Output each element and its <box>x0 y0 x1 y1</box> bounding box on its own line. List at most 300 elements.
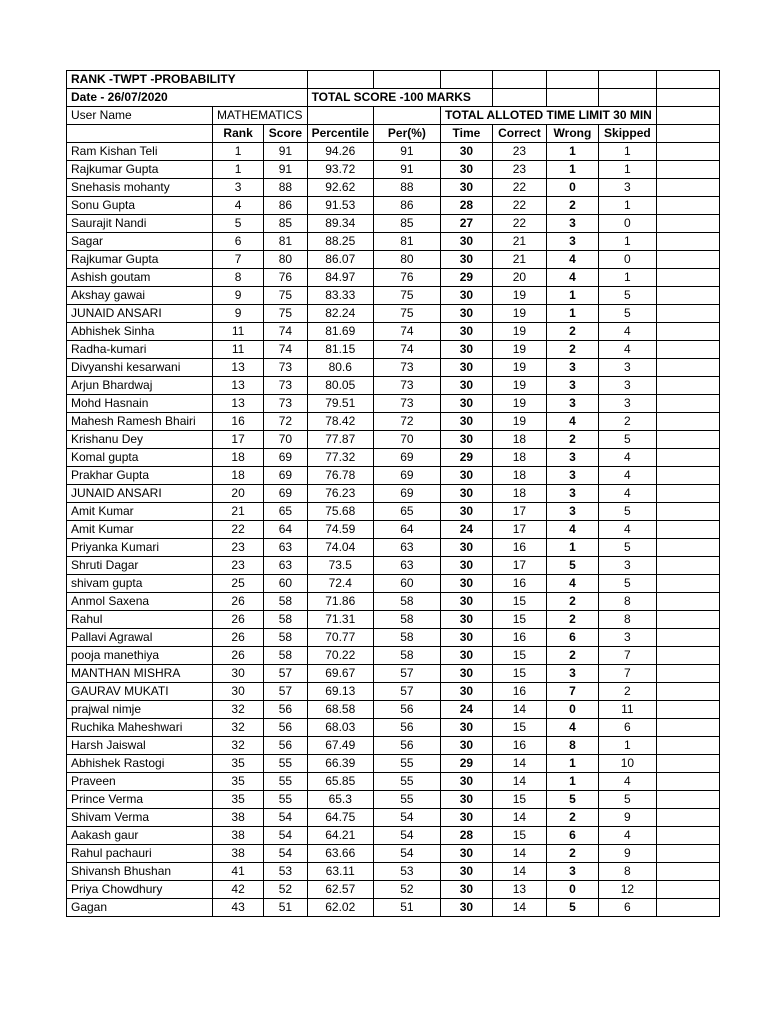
table-row <box>67 827 720 845</box>
table-row <box>67 485 720 503</box>
percentile-cell: 86.07 <box>307 251 373 269</box>
score-cell: 80 <box>264 251 307 269</box>
user-name-cell: Shivansh Bhushan <box>67 863 213 881</box>
subject-label: MATHEMATICS <box>213 107 308 125</box>
rank-cell: 30 <box>213 665 264 683</box>
rank-cell: 32 <box>213 701 264 719</box>
time-cell: 30 <box>440 395 492 413</box>
date-label: Date - 26/07/2020 <box>67 89 308 107</box>
wrong-cell: 6 <box>546 827 598 845</box>
rank-cell: 20 <box>213 485 264 503</box>
wrong-cell: 4 <box>546 251 598 269</box>
score-cell: 56 <box>264 719 307 737</box>
table-row <box>67 197 720 215</box>
empty-cell <box>656 683 719 701</box>
correct-cell: 13 <box>492 881 546 899</box>
user-name-cell: Rahul pachauri <box>67 845 213 863</box>
user-name-cell: GAURAV MUKATI <box>67 683 213 701</box>
percentile-cell: 83.33 <box>307 287 373 305</box>
skipped-cell: 7 <box>598 647 656 665</box>
time-cell: 30 <box>440 377 492 395</box>
empty-cell <box>656 485 719 503</box>
skipped-cell: 4 <box>598 449 656 467</box>
empty-cell <box>656 215 719 233</box>
empty-cell <box>656 359 719 377</box>
per-cell: 72 <box>373 413 440 431</box>
correct-cell: 21 <box>492 233 546 251</box>
table-row <box>67 683 720 701</box>
correct-cell: 17 <box>492 503 546 521</box>
rank-cell: 1 <box>213 143 264 161</box>
user-name-cell: Aakash gaur <box>67 827 213 845</box>
empty-cell <box>656 719 719 737</box>
time-cell: 24 <box>440 701 492 719</box>
empty-cell <box>656 323 719 341</box>
wrong-cell: 0 <box>546 701 598 719</box>
time-limit-label: TOTAL ALLOTED TIME LIMIT 30 MIN <box>440 107 656 125</box>
table-row <box>67 899 720 917</box>
percentile-cell: 75.68 <box>307 503 373 521</box>
rank-cell: 38 <box>213 827 264 845</box>
user-name-cell: Akshay gawai <box>67 287 213 305</box>
skipped-cell: 4 <box>598 521 656 539</box>
score-cell: 65 <box>264 503 307 521</box>
correct-cell: 14 <box>492 863 546 881</box>
empty-cell <box>656 647 719 665</box>
correct-cell: 17 <box>492 521 546 539</box>
empty-cell <box>656 575 719 593</box>
wrong-cell: 2 <box>546 593 598 611</box>
percentile-cell: 81.69 <box>307 323 373 341</box>
percentile-cell: 77.32 <box>307 449 373 467</box>
correct-cell: 19 <box>492 287 546 305</box>
user-name-cell: Priya Chowdhury <box>67 881 213 899</box>
percentile-cell: 76.78 <box>307 467 373 485</box>
empty-cell <box>656 773 719 791</box>
wrong-cell: 4 <box>546 413 598 431</box>
score-cell: 75 <box>264 305 307 323</box>
skipped-cell: 1 <box>598 143 656 161</box>
time-cell: 30 <box>440 323 492 341</box>
table-row <box>67 359 720 377</box>
table-row <box>67 323 720 341</box>
wrong-cell: 1 <box>546 305 598 323</box>
per-cell: 56 <box>373 719 440 737</box>
percentile-cell: 65.3 <box>307 791 373 809</box>
skipped-cell: 5 <box>598 575 656 593</box>
skipped-cell: 3 <box>598 629 656 647</box>
empty-cell <box>656 251 719 269</box>
wrong-cell: 4 <box>546 521 598 539</box>
table-row <box>67 755 720 773</box>
score-cell: 54 <box>264 827 307 845</box>
score-cell: 63 <box>264 557 307 575</box>
skipped-cell: 4 <box>598 323 656 341</box>
skipped-cell: 7 <box>598 665 656 683</box>
percentile-cell: 64.75 <box>307 809 373 827</box>
wrong-cell: 1 <box>546 539 598 557</box>
empty-cell <box>656 611 719 629</box>
per-cell: 54 <box>373 827 440 845</box>
rank-cell: 4 <box>213 197 264 215</box>
per-cell: 75 <box>373 305 440 323</box>
table-row <box>67 269 720 287</box>
time-cell: 30 <box>440 305 492 323</box>
wrong-cell: 5 <box>546 791 598 809</box>
time-cell: 30 <box>440 359 492 377</box>
user-name-cell: Sagar <box>67 233 213 251</box>
score-cell: 52 <box>264 881 307 899</box>
user-name-cell: shivam gupta <box>67 575 213 593</box>
skipped-cell: 5 <box>598 539 656 557</box>
time-cell: 30 <box>440 611 492 629</box>
rank-cell: 26 <box>213 629 264 647</box>
time-cell: 30 <box>440 503 492 521</box>
empty-cell <box>656 845 719 863</box>
percentile-cell: 65.85 <box>307 773 373 791</box>
correct-cell: 14 <box>492 701 546 719</box>
table-row <box>67 305 720 323</box>
per-cell: 81 <box>373 233 440 251</box>
per-cell: 58 <box>373 629 440 647</box>
skipped-cell: 2 <box>598 683 656 701</box>
empty-cell <box>656 431 719 449</box>
skipped-cell: 1 <box>598 269 656 287</box>
correct-cell: 18 <box>492 485 546 503</box>
user-name-cell: Saurajit Nandi <box>67 215 213 233</box>
date-row <box>67 89 720 107</box>
skipped-cell: 3 <box>598 557 656 575</box>
percentile-cell: 74.04 <box>307 539 373 557</box>
per-cell: 54 <box>373 845 440 863</box>
percentile-cell: 77.87 <box>307 431 373 449</box>
rank-cell: 26 <box>213 593 264 611</box>
user-name-cell: Gagan <box>67 899 213 917</box>
correct-cell: 15 <box>492 611 546 629</box>
per-cell: 64 <box>373 521 440 539</box>
per-cell: 85 <box>373 215 440 233</box>
percentile-cell: 82.24 <box>307 305 373 323</box>
rank-sheet <box>66 70 720 917</box>
correct-cell: 22 <box>492 179 546 197</box>
empty-cell <box>656 449 719 467</box>
col-time: Time <box>440 125 492 143</box>
per-cell: 58 <box>373 593 440 611</box>
rank-cell: 32 <box>213 737 264 755</box>
skipped-cell: 8 <box>598 863 656 881</box>
percentile-cell: 79.51 <box>307 395 373 413</box>
score-cell: 58 <box>264 611 307 629</box>
rank-cell: 35 <box>213 755 264 773</box>
time-cell: 30 <box>440 683 492 701</box>
percentile-cell: 74.59 <box>307 521 373 539</box>
wrong-cell: 2 <box>546 845 598 863</box>
score-cell: 60 <box>264 575 307 593</box>
column-header-row <box>67 125 720 143</box>
table-row <box>67 287 720 305</box>
correct-cell: 14 <box>492 773 546 791</box>
table-row <box>67 161 720 179</box>
correct-cell: 19 <box>492 395 546 413</box>
per-cell: 70 <box>373 431 440 449</box>
score-cell: 69 <box>264 449 307 467</box>
score-cell: 69 <box>264 485 307 503</box>
percentile-cell: 71.31 <box>307 611 373 629</box>
empty-cell <box>656 179 719 197</box>
score-cell: 76 <box>264 269 307 287</box>
time-cell: 30 <box>440 845 492 863</box>
user-name-cell: Radha-kumari <box>67 341 213 359</box>
rank-cell: 42 <box>213 881 264 899</box>
wrong-cell: 3 <box>546 449 598 467</box>
skipped-cell: 12 <box>598 881 656 899</box>
user-name-cell: Harsh Jaiswal <box>67 737 213 755</box>
empty-cell <box>656 863 719 881</box>
table-row <box>67 395 720 413</box>
rank-cell: 7 <box>213 251 264 269</box>
user-name-cell: Ruchika Maheshwari <box>67 719 213 737</box>
subheader-row <box>67 107 720 125</box>
col-wrong: Wrong <box>546 125 598 143</box>
correct-cell: 15 <box>492 593 546 611</box>
percentile-cell: 66.39 <box>307 755 373 773</box>
skipped-cell: 6 <box>598 719 656 737</box>
score-cell: 54 <box>264 845 307 863</box>
per-cell: 69 <box>373 467 440 485</box>
rank-cell: 35 <box>213 773 264 791</box>
correct-cell: 14 <box>492 809 546 827</box>
correct-cell: 18 <box>492 449 546 467</box>
empty-cell <box>656 629 719 647</box>
per-cell: 91 <box>373 143 440 161</box>
wrong-cell: 1 <box>546 161 598 179</box>
empty-cell <box>656 197 719 215</box>
score-cell: 73 <box>264 377 307 395</box>
empty-cell <box>656 521 719 539</box>
wrong-cell: 5 <box>546 899 598 917</box>
user-name-cell: Anmol Saxena <box>67 593 213 611</box>
score-cell: 75 <box>264 287 307 305</box>
score-cell: 55 <box>264 773 307 791</box>
score-cell: 64 <box>264 521 307 539</box>
correct-cell: 19 <box>492 323 546 341</box>
rank-cell: 26 <box>213 611 264 629</box>
score-cell: 91 <box>264 143 307 161</box>
per-cell: 73 <box>373 359 440 377</box>
table-row <box>67 467 720 485</box>
wrong-cell: 5 <box>546 557 598 575</box>
correct-cell: 18 <box>492 431 546 449</box>
correct-cell: 15 <box>492 665 546 683</box>
col-percentile: Percentile <box>307 125 373 143</box>
empty-cell <box>656 557 719 575</box>
wrong-cell: 0 <box>546 179 598 197</box>
percentile-cell: 70.77 <box>307 629 373 647</box>
percentile-cell: 88.25 <box>307 233 373 251</box>
correct-cell: 15 <box>492 791 546 809</box>
wrong-cell: 4 <box>546 269 598 287</box>
table-row <box>67 791 720 809</box>
correct-cell: 20 <box>492 269 546 287</box>
percentile-cell: 68.03 <box>307 719 373 737</box>
percentile-cell: 81.15 <box>307 341 373 359</box>
user-name-cell: Ram Kishan Teli <box>67 143 213 161</box>
empty-cell <box>656 809 719 827</box>
percentile-cell: 80.05 <box>307 377 373 395</box>
correct-cell: 16 <box>492 539 546 557</box>
rank-cell: 5 <box>213 215 264 233</box>
skipped-cell: 0 <box>598 215 656 233</box>
percentile-cell: 94.26 <box>307 143 373 161</box>
skipped-cell: 5 <box>598 431 656 449</box>
user-name-cell: pooja manethiya <box>67 647 213 665</box>
skipped-cell: 8 <box>598 593 656 611</box>
time-cell: 30 <box>440 593 492 611</box>
percentile-cell: 80.6 <box>307 359 373 377</box>
rank-cell: 13 <box>213 377 264 395</box>
table-row <box>67 629 720 647</box>
percentile-cell: 63.66 <box>307 845 373 863</box>
rank-cell: 16 <box>213 413 264 431</box>
rank-cell: 1 <box>213 161 264 179</box>
wrong-cell: 3 <box>546 377 598 395</box>
per-cell: 73 <box>373 377 440 395</box>
empty-cell <box>656 467 719 485</box>
percentile-cell: 63.11 <box>307 863 373 881</box>
time-cell: 30 <box>440 773 492 791</box>
time-cell: 24 <box>440 521 492 539</box>
rank-cell: 23 <box>213 539 264 557</box>
score-cell: 55 <box>264 755 307 773</box>
table-row <box>67 179 720 197</box>
per-cell: 76 <box>373 269 440 287</box>
skipped-cell: 1 <box>598 197 656 215</box>
time-cell: 27 <box>440 215 492 233</box>
correct-cell: 15 <box>492 827 546 845</box>
per-cell: 60 <box>373 575 440 593</box>
table-row <box>67 881 720 899</box>
user-name-cell: Snehasis mohanty <box>67 179 213 197</box>
user-name-label: User Name <box>67 107 213 125</box>
score-cell: 56 <box>264 737 307 755</box>
score-cell: 85 <box>264 215 307 233</box>
empty-cell <box>656 143 719 161</box>
wrong-cell: 2 <box>546 323 598 341</box>
percentile-cell: 67.49 <box>307 737 373 755</box>
user-name-cell: JUNAID ANSARI <box>67 485 213 503</box>
empty-cell <box>656 233 719 251</box>
wrong-cell: 2 <box>546 611 598 629</box>
rank-cell: 43 <box>213 899 264 917</box>
skipped-cell: 4 <box>598 467 656 485</box>
table-row <box>67 539 720 557</box>
per-cell: 56 <box>373 737 440 755</box>
skipped-cell: 9 <box>598 809 656 827</box>
skipped-cell: 3 <box>598 179 656 197</box>
user-name-cell: Rajkumar Gupta <box>67 161 213 179</box>
per-cell: 56 <box>373 701 440 719</box>
time-cell: 30 <box>440 863 492 881</box>
rank-cell: 26 <box>213 647 264 665</box>
rank-cell: 22 <box>213 521 264 539</box>
table-row <box>67 647 720 665</box>
time-cell: 30 <box>440 485 492 503</box>
percentile-cell: 68.58 <box>307 701 373 719</box>
user-name-cell: Rahul <box>67 611 213 629</box>
score-cell: 74 <box>264 323 307 341</box>
time-cell: 28 <box>440 827 492 845</box>
total-score-label: TOTAL SCORE -100 MARKS <box>307 89 492 107</box>
percentile-cell: 69.13 <box>307 683 373 701</box>
user-name-cell: Abhishek Sinha <box>67 323 213 341</box>
correct-cell: 18 <box>492 467 546 485</box>
wrong-cell: 3 <box>546 215 598 233</box>
percentile-cell: 73.5 <box>307 557 373 575</box>
per-cell: 57 <box>373 683 440 701</box>
wrong-cell: 2 <box>546 197 598 215</box>
wrong-cell: 3 <box>546 485 598 503</box>
empty-cell <box>656 737 719 755</box>
rank-cell: 13 <box>213 395 264 413</box>
per-cell: 55 <box>373 755 440 773</box>
per-cell: 58 <box>373 611 440 629</box>
time-cell: 30 <box>440 161 492 179</box>
table-row <box>67 611 720 629</box>
skipped-cell: 1 <box>598 233 656 251</box>
correct-cell: 17 <box>492 557 546 575</box>
per-cell: 57 <box>373 665 440 683</box>
time-cell: 30 <box>440 431 492 449</box>
per-cell: 55 <box>373 773 440 791</box>
table-row <box>67 413 720 431</box>
wrong-cell: 3 <box>546 359 598 377</box>
per-cell: 69 <box>373 449 440 467</box>
percentile-cell: 62.57 <box>307 881 373 899</box>
empty-cell <box>656 755 719 773</box>
time-cell: 30 <box>440 143 492 161</box>
wrong-cell: 1 <box>546 773 598 791</box>
time-cell: 30 <box>440 881 492 899</box>
user-name-cell: Amit Kumar <box>67 503 213 521</box>
user-name-cell: Prince Verma <box>67 791 213 809</box>
time-cell: 30 <box>440 467 492 485</box>
empty-cell <box>656 701 719 719</box>
table-row <box>67 863 720 881</box>
table-row <box>67 773 720 791</box>
rank-cell: 9 <box>213 287 264 305</box>
score-cell: 63 <box>264 539 307 557</box>
empty-cell <box>656 305 719 323</box>
user-name-cell: prajwal nimje <box>67 701 213 719</box>
score-cell: 58 <box>264 647 307 665</box>
rank-cell: 18 <box>213 467 264 485</box>
wrong-cell: 3 <box>546 863 598 881</box>
user-name-cell: Amit Kumar <box>67 521 213 539</box>
empty-cell <box>656 539 719 557</box>
rank-cell: 3 <box>213 179 264 197</box>
wrong-cell: 4 <box>546 719 598 737</box>
empty-cell <box>656 503 719 521</box>
per-cell: 73 <box>373 395 440 413</box>
table-row <box>67 719 720 737</box>
score-cell: 88 <box>264 179 307 197</box>
rank-cell: 21 <box>213 503 264 521</box>
rank-cell: 41 <box>213 863 264 881</box>
per-cell: 88 <box>373 179 440 197</box>
score-cell: 57 <box>264 683 307 701</box>
per-cell: 75 <box>373 287 440 305</box>
table-row <box>67 503 720 521</box>
